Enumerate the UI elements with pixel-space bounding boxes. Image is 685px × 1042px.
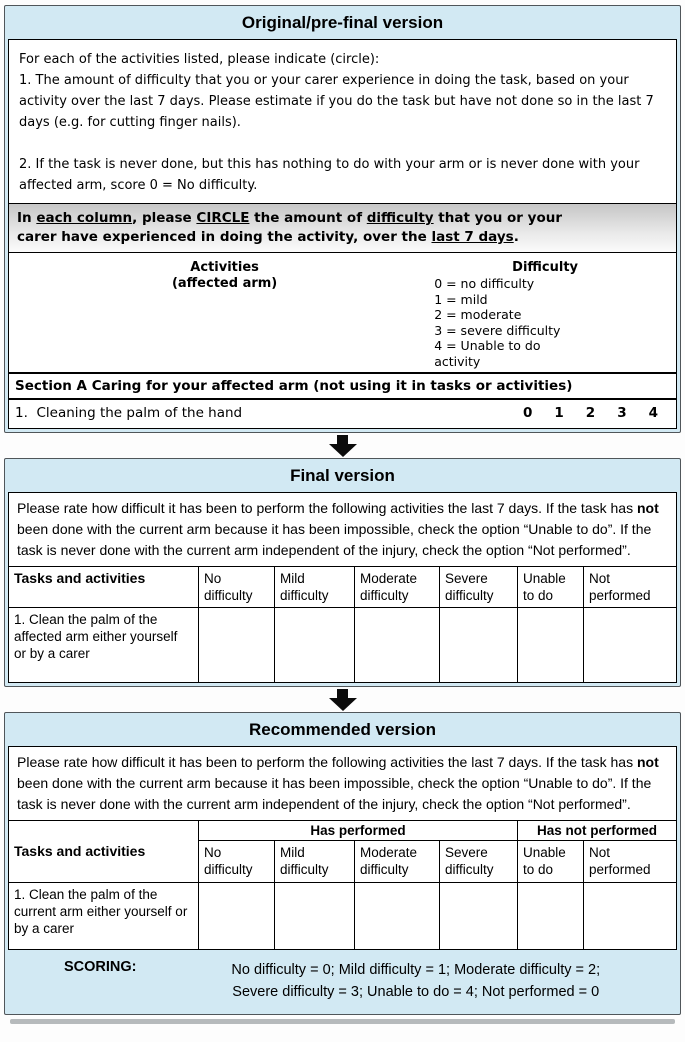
not-performed-header: Not performed [584,567,677,608]
panel-final [4,458,681,687]
final-cell-unable-to-do [518,608,584,683]
instruction-text: In [17,210,37,226]
tasks-and-activities-header: Tasks and activities [9,821,199,883]
instruction-underlined: difficulty [366,210,434,226]
scale-option-3: 3 [617,405,627,421]
severe-difficulty-header: Severe difficulty [440,841,518,883]
final-cell-moderate-difficulty [355,608,440,683]
panel-original [4,5,681,433]
recommended-cell-severe-difficulty [440,883,518,950]
scale-option-2: 2 [585,405,596,421]
difficulty-legend [434,276,670,369]
original-intro [9,40,676,203]
final-instructions [8,492,677,567]
panel-recommended-title: Recommended version [248,720,437,739]
scoring-note [8,950,677,1011]
original-circle-instruction [9,203,676,253]
final-header-row [9,567,677,608]
arrow-head [329,444,357,457]
final-table [8,566,677,683]
tasks-and-activities-header: Tasks and activities [9,567,199,608]
arrow-head [329,698,357,711]
instruction-text: , please [132,210,197,226]
instruction-text: the amount of [249,210,367,226]
panel-recommended [4,712,681,1015]
recommended-task-label: 1. Clean the palm of the current arm either yourself or by a carer [9,883,199,950]
legend-item-0: 0 = no difficulty [434,276,535,291]
rating-scale [523,405,670,421]
no-difficulty-header: No difficulty [199,567,275,608]
legend-item-3: 3 = severe difficulty [434,322,561,338]
final-instruction-text: Please rate how difficult it has been to perform the following activities the last 7 days. If the task has [17,500,637,516]
moderate-difficulty-header: Moderate difficulty [355,841,440,883]
legend-item-1: 1 = mild [434,291,488,307]
recommended-task-row [9,883,677,950]
has-not-performed-group-header: Has not performed [518,821,677,841]
recommended-cell-no-difficulty [199,883,275,950]
scoring-label: SCORING: [64,959,137,975]
mild-difficulty-header: Mild difficulty [275,567,355,608]
final-cell-mild-difficulty [275,608,355,683]
recommended-cell-mild-difficulty [275,883,355,950]
scale-option-1: 1 [554,405,564,421]
final-cell-not-performed [584,608,677,683]
page-bottom-divider [10,1019,675,1024]
recommended-cell-unable-to-do [518,883,584,950]
instruction-underlined: each column [36,210,133,226]
scale-option-4: 4 [648,405,658,421]
recommended-instructions [8,746,677,821]
recommended-cell-not-performed [584,883,677,950]
panel-final-title: Final version [290,466,395,485]
final-instruction-bold: not [636,500,659,516]
instruction-underlined: CIRCLE [196,210,250,226]
recommended-instruction-text: been done with the current arm because it has been impossible, check the option “Unable to do”. If the task is never done with the current arm independent of the injury, check the option “Not performed”. [17,775,652,812]
severe-difficulty-header: Severe difficulty [440,567,518,608]
mild-difficulty-header: Mild difficulty [275,841,355,883]
original-intro-para2: 2. If the task is never done, but this has nothing to do with your arm or is never done with your affected arm, score 0 = No difficulty. [19,157,640,193]
legend-item-4: 4 = Unable to do [434,338,541,353]
no-difficulty-header: No difficulty [199,841,275,883]
original-column-headers [9,253,676,372]
scoring-line-2: Severe difficulty = 3; Unable to do = 4; Not performed = 0 [232,984,600,1000]
original-intro-line1: For each of the activities listed, please indicate (circle): [19,52,380,67]
recommended-instruction-bold: not [636,754,659,770]
down-arrow-2 [4,687,681,712]
unable-to-do-header: Unable to do [518,567,584,608]
recommended-table [8,820,677,950]
difficulty-label: Difficulty [512,260,579,275]
instruction-text: . [513,229,519,245]
not-performed-header: Not performed [584,841,677,883]
arrow-stem [337,689,348,698]
scoring-line-1: No difficulty = 0; Mild difficulty = 1; Moderate difficulty = 2; [231,962,601,978]
recommended-cell-moderate-difficulty [355,883,440,950]
section-a-header: Section A Caring for your affected arm (not using it in tasks or activities) [9,372,676,400]
affected-arm-label: (affected arm) [171,276,278,291]
unable-to-do-header: Unable to do [518,841,584,883]
final-instruction-text: been done with the current arm because it has been impossible, check the option “Unable to do”. If the task is never done with the current arm independent of the injury, check the option “Not performed”. [17,521,652,558]
difficulty-column-header [434,260,670,369]
arrow-stem [337,435,348,444]
moderate-difficulty-header: Moderate difficulty [355,567,440,608]
down-arrow-1 [4,433,681,458]
final-cell-no-difficulty [199,608,275,683]
legend-item-4-continued: activity [434,353,481,369]
original-item-row [9,400,676,428]
panel-original-title: Original/pre-final version [241,13,444,32]
original-questionnaire [8,39,677,429]
final-cell-severe-difficulty [440,608,518,683]
legend-item-2: 2 = moderate [434,307,522,322]
final-task-label: 1. Clean the palm of the affected arm either yourself or by a carer [9,608,199,683]
scale-option-0: 0 [522,405,533,421]
original-intro-para1: 1. The amount of difficulty that you or your carer experience in doing the task, based on your activity over the last 7 days. Please estimate if you do the task but have not done so in the last 7 days (e.g. for cutting finger nails). [19,73,654,130]
recommended-instruction-text: Please rate how difficult it has been to perform the following activities the last 7 days. If the task has [17,754,637,770]
activities-column-header [15,260,434,369]
scoring-text [189,959,678,1003]
item-label: 1. Cleaning the palm of the hand [15,405,243,421]
instruction-text: that you or your carer have experienced in doing the activity, over the [17,210,562,245]
final-task-row [9,608,677,683]
instruction-underlined: last 7 days [431,229,514,245]
activities-label: Activities [190,260,259,275]
recommended-group-header-row [9,821,677,841]
has-performed-group-header: Has performed [199,821,518,841]
